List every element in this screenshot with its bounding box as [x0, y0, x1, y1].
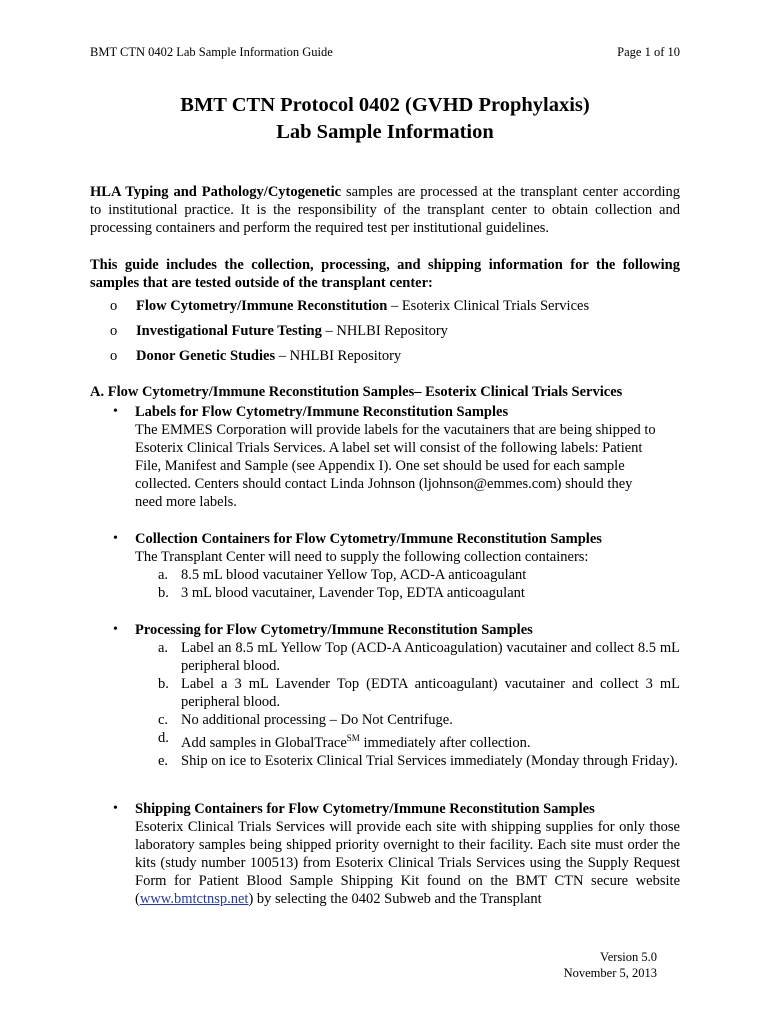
list-marker: d.: [158, 730, 169, 746]
list-item-rest: – NHLBI Repository: [275, 348, 402, 364]
list-marker: e.: [158, 752, 169, 769]
shipping-text-end: ) by selecting the 0402 Subweb and the Transplant: [248, 891, 542, 907]
labels-line: need more labels.: [135, 494, 237, 510]
list-marker: a.: [158, 567, 169, 583]
list-text: 3 mL blood vacutainer, Lavender Top, EDTA anticoagulant: [181, 585, 525, 601]
section-a-heading: A. Flow Cytometry/Immune Reconstitution Samples– Esoterix Clinical Trials Services: [90, 384, 623, 400]
list-item: [158, 711, 680, 729]
title-line-1: BMT CTN Protocol 0402 (GVHD Prophylaxis): [180, 94, 590, 116]
list-item: [110, 319, 589, 344]
list-item-rest: – NHLBI Repository: [321, 323, 448, 339]
intro-paragraph: [90, 183, 680, 237]
collection-list: [158, 566, 680, 602]
document-title: [0, 92, 770, 146]
circle-bullet-icon: o: [110, 323, 118, 339]
bullet-dot-icon: •: [113, 531, 118, 546]
labels-heading: Labels for Flow Cytometry/Immune Reconstitution Samples: [135, 404, 509, 420]
labels-line: Esoterix Clinical Trials Services. A label set will consist of the following labels: Patient: [135, 440, 643, 456]
circle-bullet-icon: o: [110, 298, 118, 314]
globaltrace-suffix: immediately after collection.: [359, 734, 531, 751]
list-text: 8.5 mL blood vacutainer Yellow Top, ACD-A anticoagulant: [181, 567, 527, 583]
list-marker: a.: [158, 640, 169, 656]
running-header-title: BMT CTN 0402 Lab Sample Information Guide: [90, 45, 333, 59]
labels-body: [135, 421, 680, 511]
circle-bullet-icon: o: [110, 348, 118, 364]
list-item-bold: Investigational Future Testing: [136, 323, 322, 339]
list-item: [110, 344, 589, 369]
intro-text: samples are processed at the transplant center according to institutional practice. It is the responsibility of the transplant center to obtain collection and processing containers and perform the required test per institutional guidelines.: [90, 184, 680, 236]
shipping-heading: Shipping Containers for Flow Cytometry/Immune Reconstitution Samples: [135, 801, 595, 817]
labels-line: File, Manifest and Sample (see Appendix I). One set should be used for each sample: [135, 458, 625, 474]
list-text: Label a 3 mL Lavender Top (EDTA anticoagulant) vacutainer and collect 3 mL peripheral blood.: [181, 676, 680, 710]
footer: [564, 949, 657, 981]
list-text: [181, 729, 680, 752]
shipping-text: Esoterix Clinical Trials Services will provide each site with shipping supplies for only those laboratory samples being shipped priority overnight to their facility. Each site must order the kits (study number 100513) from Esoterix Clinical Trials Services using the Supply Request Form for Patient Blood Sample Shipping Kit found on the BMT CTN secure website (: [135, 819, 680, 907]
globaltrace-text: Add samples in GlobalTrace: [181, 734, 347, 751]
bullet-dot-icon: •: [113, 622, 118, 637]
list-item: [158, 566, 680, 584]
list-item-bold: Flow Cytometry/Immune Reconstitution: [136, 298, 388, 314]
list-text: Label an 8.5 mL Yellow Top (ACD-A Anticoagulation) vacutainer and collect 8.5 mL peripheral blood.: [181, 640, 680, 674]
version-label: Version 5.0: [600, 950, 657, 964]
list-item: [110, 294, 589, 319]
labels-line: collected. Centers should contact Linda Johnson (ljohnson@emmes.com) should they: [135, 476, 633, 492]
list-item: [158, 752, 680, 770]
collection-heading: Collection Containers for Flow Cytometry/Immune Reconstitution Samples: [135, 531, 602, 547]
guide-statement: This guide includes the collection, processing, and shipping information for the following samples that are tested outside of the transplant center:: [90, 257, 680, 291]
service-mark-superscript: SM: [346, 733, 360, 743]
list-item: [158, 675, 680, 711]
collection-intro: The Transplant Center will need to supply the following collection containers:: [135, 549, 589, 565]
list-item-rest: – Esoterix Clinical Trials Services: [387, 298, 590, 314]
list-marker: b.: [158, 585, 169, 601]
list-item: [158, 639, 680, 675]
bullet-dot-icon: •: [113, 404, 118, 419]
processing-heading: Processing for Flow Cytometry/Immune Reconstitution Samples: [135, 622, 533, 638]
list-marker: b.: [158, 676, 169, 692]
title-line-2: Lab Sample Information: [276, 121, 494, 143]
shipping-body: [135, 818, 680, 908]
list-text: Ship on ice to Esoterix Clinical Trial Services immediately (Monday through Friday).: [181, 752, 678, 769]
page-number: Page 1 of 10: [617, 45, 680, 59]
list-text: No additional processing – Do Not Centrifuge.: [181, 712, 453, 728]
processing-list: [158, 639, 680, 770]
list-item: [158, 729, 680, 752]
labels-line: The EMMES Corporation will provide labels for the vacutainers that are being shipped to: [135, 422, 656, 438]
intro-bold: HLA Typing and Pathology/Cytogenetic: [90, 184, 342, 200]
version-date: November 5, 2013: [563, 966, 657, 980]
sample-list: [110, 294, 589, 369]
list-item: [158, 584, 680, 602]
bullet-dot-icon: •: [113, 801, 118, 816]
list-item-bold: Donor Genetic Studies: [136, 348, 276, 364]
bmtctn-website-link[interactable]: www.bmtctnsp.net: [139, 891, 249, 907]
list-marker: c.: [158, 712, 169, 728]
